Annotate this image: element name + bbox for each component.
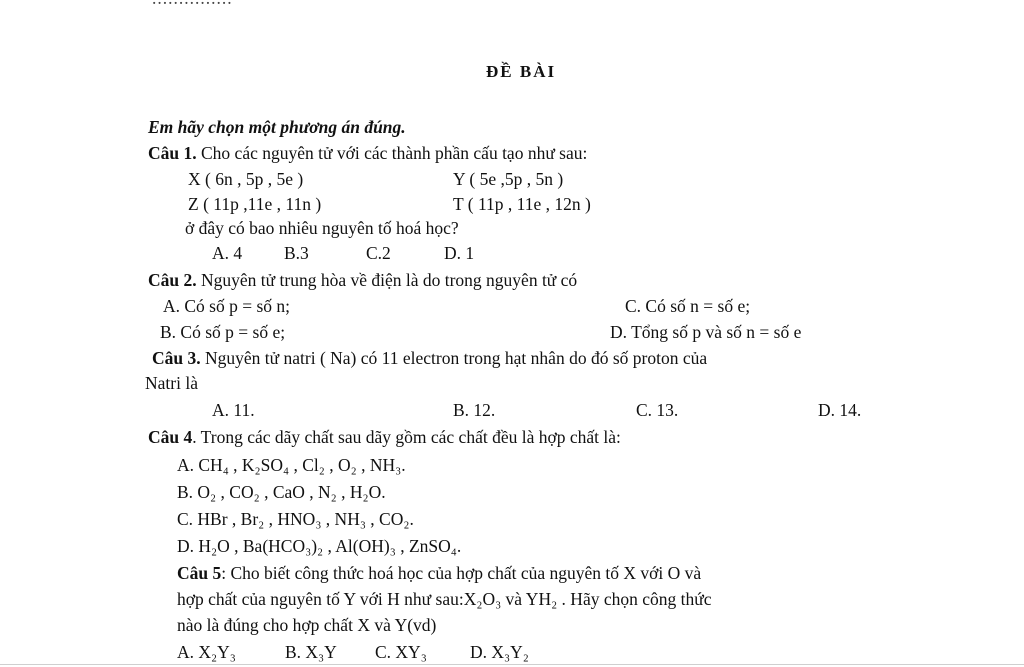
q2-option-b[interactable]: B. Có số p = số e; (160, 322, 286, 342)
q3-option-d[interactable]: D. 14. (818, 400, 862, 420)
q5-option-d[interactable]: D. X₃Y₂ (470, 642, 529, 662)
question-3 (152, 348, 707, 369)
atom-z: Z ( 11p ,11e , 11n ) (188, 194, 322, 214)
q2-option-a[interactable]: A. Có số p = số n; (163, 296, 291, 316)
q4-option-c[interactable]: C. HBr , Br₂ , HNO₃ , NH₃ , CO₂. (177, 509, 414, 529)
q1-option-c[interactable]: C.2 (366, 243, 391, 263)
question-4-label: Câu 4 (148, 427, 193, 447)
q1-option-d[interactable]: D. 1 (444, 243, 475, 263)
q2-option-d[interactable]: D. Tổng số p và số n = số e (610, 322, 802, 342)
question-4-text: . Trong các dãy chất sau dãy gồm các chất đều là hợp chất là: (192, 427, 621, 447)
atom-y: Y ( 5e ,5p , 5n ) (453, 169, 564, 189)
question-2-text: Nguyên tử trung hòa về điện là do trong nguyên tử có (201, 270, 578, 290)
question-1-text: Cho các nguyên tử với các thành phần cấu tạo như sau: (201, 143, 588, 163)
q5-option-c[interactable]: C. XY₃ (375, 642, 427, 662)
question-2 (148, 270, 577, 291)
q4-option-a[interactable]: A. CH₄ , K₂SO₄ , Cl₂ , O₂ , NH₃. (177, 455, 406, 475)
q2-option-c[interactable]: C. Có số n = số e; (625, 296, 751, 316)
q5-option-b[interactable]: B. X₃Y (285, 642, 337, 662)
instruction: Em hãy chọn một phương án đúng. (148, 117, 406, 137)
question-3-text-continued: Natri là (145, 373, 198, 393)
bottom-divider (0, 664, 1024, 665)
q3-option-b[interactable]: B. 12. (453, 400, 496, 420)
q5-option-a[interactable]: A. X₂Y₃ (177, 642, 236, 662)
question-5-text-line-3: nào là đúng cho hợp chất X và Y(vd) (177, 615, 437, 635)
question-4 (148, 427, 621, 448)
atom-t: T ( 11p , 11e , 12n ) (453, 194, 591, 214)
page-title: ĐỀ BÀI (486, 62, 557, 81)
q3-option-c[interactable]: C. 13. (636, 400, 679, 420)
question-3-text: Nguyên tử natri ( Na) có 11 electron trong hạt nhân do đó số proton của (205, 348, 708, 368)
q4-option-b[interactable]: B. O₂ , CO₂ , CaO , N₂ , H₂O. (177, 482, 386, 502)
question-5-text-line-2: hợp chất của nguyên tố Y với H như sau:X₂O₃ và YH₂ . Hãy chọn công thức (177, 589, 712, 609)
q1-option-b[interactable]: B.3 (284, 243, 309, 263)
q1-option-a[interactable]: A. 4 (212, 243, 243, 263)
question-5-text: : Cho biết công thức hoá học của hợp chất của nguyên tố X với O và (221, 563, 702, 583)
question-2-label: Câu 2. (148, 270, 197, 290)
question-5 (177, 563, 701, 584)
header-dots (152, 0, 233, 9)
q3-option-a[interactable]: A. 11. (212, 400, 255, 420)
question-3-label: Câu 3. (152, 348, 201, 368)
q4-option-d[interactable]: D. H₂O , Ba(HCO₃)₂ , Al(OH)₃ , ZnSO₄. (177, 536, 462, 556)
question-1-prompt: ở đây có bao nhiêu nguyên tố hoá học? (185, 218, 459, 238)
question-1 (148, 143, 587, 164)
question-1-label: Câu 1. (148, 143, 197, 163)
atom-x: X ( 6n , 5p , 5e ) (188, 169, 304, 189)
question-5-label: Câu 5 (177, 563, 222, 583)
